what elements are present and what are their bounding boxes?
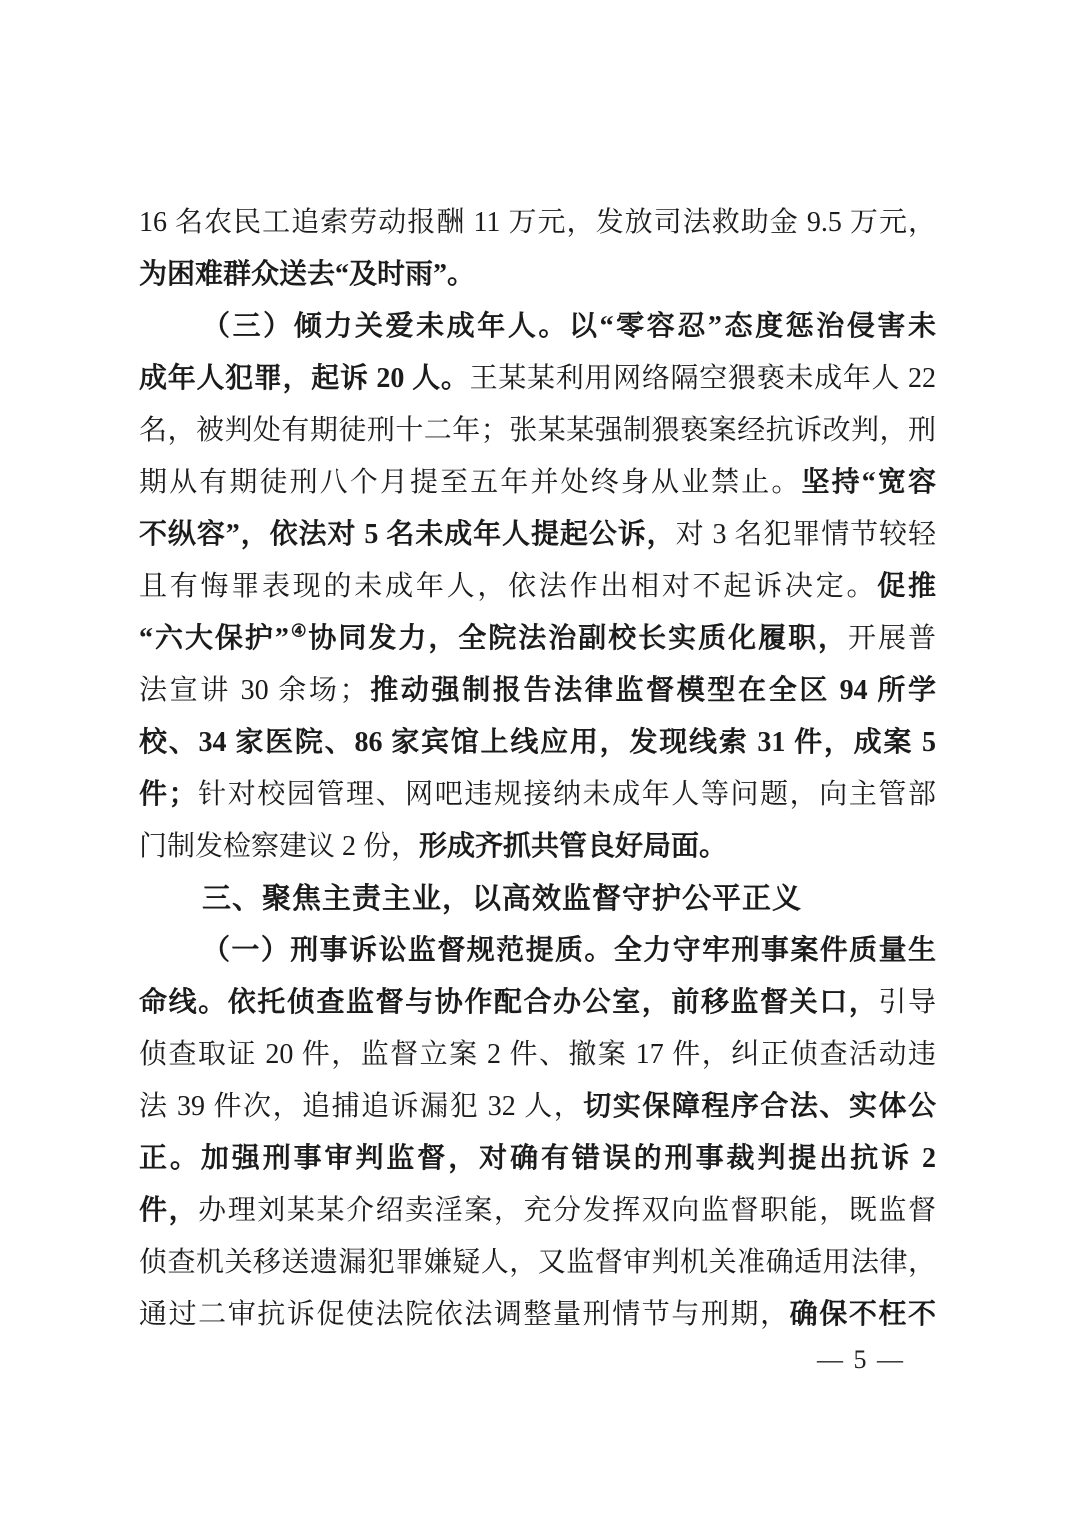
text-run: 王某某利用网络隔空猥亵未成年人 22 <box>469 363 936 394</box>
text-run: 确保不枉不 <box>789 1299 936 1330</box>
text-run: 形成齐抓共管良好局面。 <box>419 831 728 862</box>
text-line <box>139 1237 936 1289</box>
text-run: 促推 <box>877 571 936 602</box>
text-run: 针对校园管理、网吧违规接纳未成年人等问题，向主管部 <box>196 779 936 810</box>
text-run: “六大保护” <box>139 623 289 654</box>
text-line <box>139 1081 936 1133</box>
text-run: 件， <box>139 1195 199 1226</box>
text-run: （一）刑事诉讼监督规范提质。全力守牢刑事案件质量生 <box>202 935 936 966</box>
text-line <box>139 353 936 405</box>
text-run: 三、聚焦主责主业，以高效监督守护公平正义 <box>202 883 803 915</box>
text-line <box>139 665 936 717</box>
text-line <box>139 977 936 1029</box>
text-line <box>139 561 936 613</box>
text-block <box>139 197 936 1341</box>
text-run: 协同发力，全院法治副校长实质化履职， <box>308 623 849 654</box>
text-run: 侦查取证 20 件，监督立案 2 件、撤案 17 件，纠正侦查活动违 <box>139 1039 936 1070</box>
text-run: 16 名农民工追索劳动报酬 11 万元，发放司法救助金 9.5 万元， <box>139 207 936 238</box>
text-run: 门制发检察建议 2 份， <box>139 831 420 862</box>
text-line <box>139 197 936 249</box>
text-run: 校、34 家医院、86 家宾馆上线应用，发现线索 31 件，成案 5 <box>139 727 936 758</box>
text-run: 坚持“宽容 <box>801 467 936 498</box>
page-number: — 5 — <box>817 1345 905 1374</box>
text-run: 且有悔罪表现的未成年人，依法作出相对不起诉决定。 <box>139 571 878 602</box>
text-run: 引导 <box>878 987 936 1018</box>
text-line <box>139 457 936 509</box>
footnote-ref: ④ <box>288 621 309 641</box>
text-run: 推动强制报告法律监督模型在全区 94 所学 <box>367 675 936 706</box>
text-run: 侦查机关移送遗漏犯罪嫌疑人，又监督审判机关准确适用法律， <box>139 1247 936 1278</box>
text-run: 法宣讲 30 余场； <box>139 675 368 706</box>
text-run: 开展普 <box>848 623 936 654</box>
section-heading-line <box>139 873 936 925</box>
text-run: 不纵容”，依法对 5 名未成年人提起公诉， <box>139 519 676 550</box>
text-run: 命线。依托侦查监督与协作配合办公室，前移监督关口， <box>139 987 879 1018</box>
text-line <box>139 405 936 457</box>
text-run: 为困难群众送去“及时雨”。 <box>139 259 476 290</box>
text-line <box>139 925 936 977</box>
text-line <box>139 1289 936 1341</box>
text-run: 成年人犯罪，起诉 20 人。 <box>139 363 470 394</box>
text-run: 正。加强刑事审判监督，对确有错误的刑事裁判提出抗诉 2 <box>139 1143 936 1174</box>
text-run: 名，被判处有期徒刑十二年；张某某强制猥亵案经抗诉改判，刑 <box>139 415 936 446</box>
text-line <box>139 1133 936 1185</box>
text-line <box>139 613 936 665</box>
text-run: 通过二审抗诉促使法院依法调整量刑情节与刑期， <box>139 1299 790 1330</box>
text-run: （三）倾力关爱未成年人。以“零容忍”态度惩治侵害未 <box>202 311 936 342</box>
text-line <box>139 1185 936 1237</box>
text-run: 对 3 名犯罪情节较轻 <box>675 519 936 550</box>
text-run: 切实保障程序合法、实体公 <box>583 1091 936 1122</box>
text-run: 法 39 件次，追捕追诉漏犯 32 人， <box>139 1091 584 1122</box>
text-line <box>139 821 936 873</box>
text-line <box>139 301 936 353</box>
text-run: 期从有期徒刑八个月提至五年并处终身从业禁止。 <box>139 467 802 498</box>
text-run: 件； <box>139 779 197 810</box>
text-line <box>139 769 936 821</box>
text-run: 办理刘某某介绍卖淫案，充分发挥双向监督职能，既监督 <box>198 1195 936 1226</box>
text-line <box>139 249 936 301</box>
text-line <box>139 717 936 769</box>
text-line <box>139 509 936 561</box>
text-line <box>139 1029 936 1081</box>
